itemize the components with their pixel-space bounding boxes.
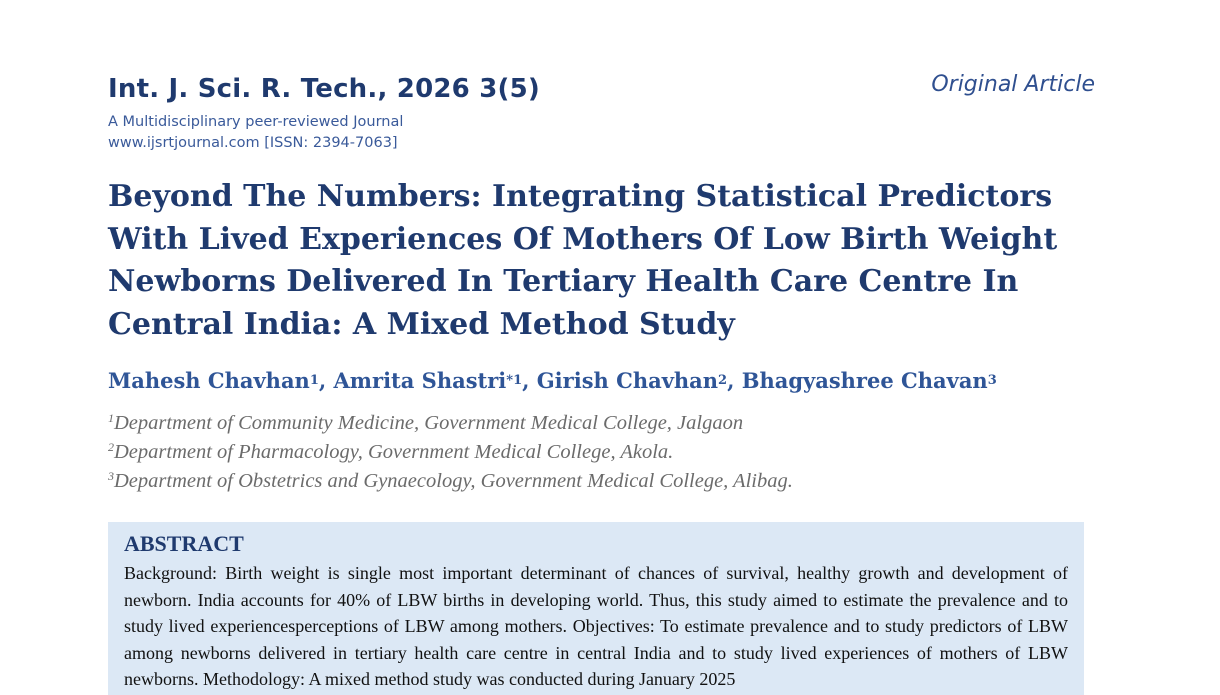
author-mark: 3: [987, 373, 997, 388]
journal-website[interactable]: www.ijsrtjournal.com [ISSN: 2394-7063]: [108, 135, 398, 151]
affiliation-number: 2: [108, 440, 114, 454]
author-name: Amrita Shastri: [333, 368, 507, 393]
author-mark: *1: [506, 373, 523, 388]
paper-title: Beyond The Numbers: Integrating Statistical Predictors With Lived Experiences Of Mothers Of Low Birth Weight Newborns Delivered In Tertiary Health Care Centre In Central India: A Mixed Method Study: [108, 179, 1058, 342]
journal-subtitle: A Multidisciplinary peer-reviewed Journal: [108, 114, 404, 130]
affiliation-3: [108, 469, 793, 493]
author-list: Mahesh Chavhan$^1$, Amrita Shastri$^{*1}$, Girish Chavhan$^2$, Bhagyashree Chavan$^3$: [108, 368, 997, 393]
affiliation-text: Department of Obstetrics and Gynaecology, Government Medical College, Alibag.: [114, 470, 793, 492]
author-mark: 1: [309, 373, 319, 388]
journal-title: Int. J. Sci. R. Tech., 2026 3(5): [108, 74, 540, 104]
abstract-text: Background: Birth weight is single most important determinant of chances of survival, healthy growth and development of newborn. India accounts for 40% of LBW births in developing world. Thus, this study aimed to estimate the prevalence and to study lived experiencesperceptions of LBW among mothers. Objectives: To estimate prevalence and to study predictors of LBW among newborns delivered in tertiary health care centre in central India and to study lived experiences of mothers of LBW newborns. Methodology: A mixed method study was conducted during January 2025: [124, 563, 1068, 690]
affiliation-1: [108, 411, 743, 435]
abstract-box: [108, 522, 1084, 695]
author-name: Mahesh Chavhan: [108, 368, 310, 393]
affiliation-text: Department of Community Medicine, Government Medical College, Jalgaon: [114, 412, 744, 434]
author-name: Girish Chavhan: [536, 368, 719, 393]
affiliation-number: 1: [108, 411, 114, 425]
abstract-heading: ABSTRACT: [124, 531, 244, 556]
author-name: Bhagyashree Chavan: [741, 368, 988, 393]
article-type-label: Original Article: [931, 72, 1095, 97]
affiliation-2: [108, 440, 673, 464]
affiliation-text: Department of Pharmacology, Government Medical College, Akola.: [114, 441, 674, 463]
author-mark: 2: [718, 373, 728, 388]
affiliation-number: 3: [108, 469, 114, 483]
